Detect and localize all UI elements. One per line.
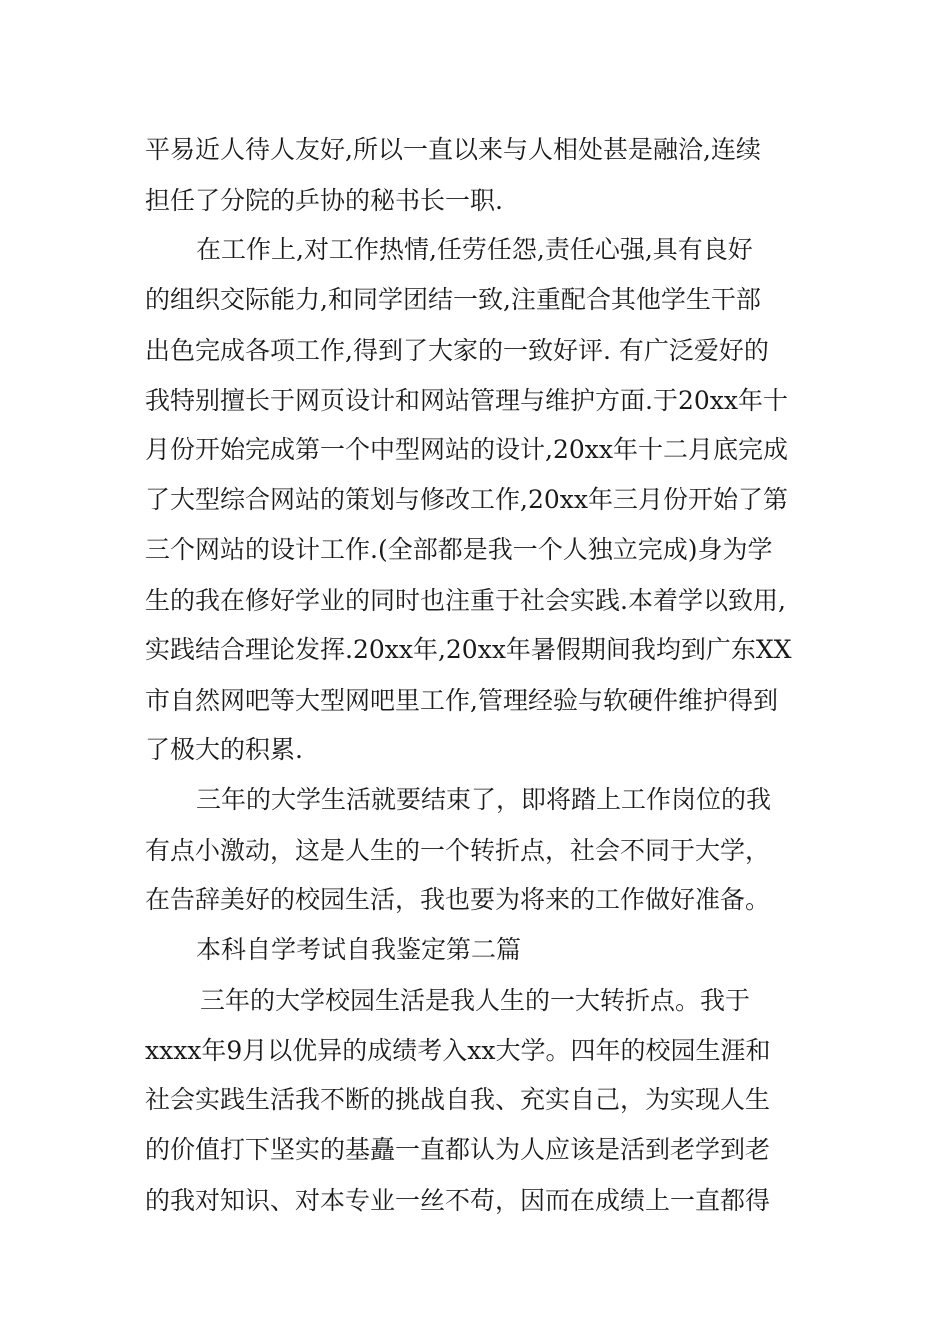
text-line: 市自然网吧等大型网吧里工作,管理经验与软硬件维护得到	[145, 686, 778, 715]
text-line: 了极大的积累.	[145, 735, 303, 764]
text-line: 的价值打下坚实的基矗一直都认为人应该是活到老学到老	[145, 1135, 771, 1164]
text-line: 在告辞美好的校园生活，我也要为将来的工作做好准备。	[145, 885, 771, 914]
text-line: 的组织交际能力,和同学团结一致,注重配合其他学生干部	[145, 285, 761, 314]
text-line: 实践结合理论发挥.20xx年,20xx年暑假期间我均到广东XX	[145, 635, 792, 664]
text-line: 平易近人待人友好,所以一直以来与人相处甚是融洽,连续	[145, 135, 761, 164]
text-line: 月份开始完成第一个中型网站的设计,20xx年十二月底完成	[145, 435, 788, 464]
text-line: 生的我在修好学业的同时也注重于社会实践.本着学以致用,	[145, 586, 786, 615]
text-line: 社会实践生活我不断的挑战自我、充实自己，为实现人生	[145, 1085, 771, 1114]
text-line: 了大型综合网站的策划与修改工作,20xx年三月份开始了第	[145, 485, 788, 514]
text-line: 的我对知识、对本专业一丝不苟，因而在成绩上一直都得	[145, 1186, 771, 1215]
paragraph-start-line: 在工作上,对工作热情,任劳任怨,责任心强,具有良好	[196, 235, 753, 264]
text-line: 三个网站的设计工作.(全部都是我一个人独立完成)身为学	[145, 535, 773, 564]
text-line: 我特别擅长于网页设计和网站管理与维护方面.于20xx年十	[145, 386, 788, 415]
text-line: 担任了分院的乒协的秘书长一职.	[145, 186, 503, 215]
section-heading: 本科自学考试自我鉴定第二篇	[196, 935, 522, 964]
text-line: 有点小激动，这是人生的一个转折点，社会不同于大学，	[145, 836, 771, 865]
paragraph-start-line: 三年的大学校园生活是我人生的一大转折点。我于	[200, 986, 751, 1015]
text-line: xxxx年9月以优异的成绩考入xx大学。四年的校园生涯和	[145, 1036, 771, 1065]
paragraph-start-line: 三年的大学生活就要结束了，即将踏上工作岗位的我	[196, 785, 772, 814]
text-line: 出色完成各项工作,得到了大家的一致好评. 有广泛爱好的	[145, 336, 769, 365]
